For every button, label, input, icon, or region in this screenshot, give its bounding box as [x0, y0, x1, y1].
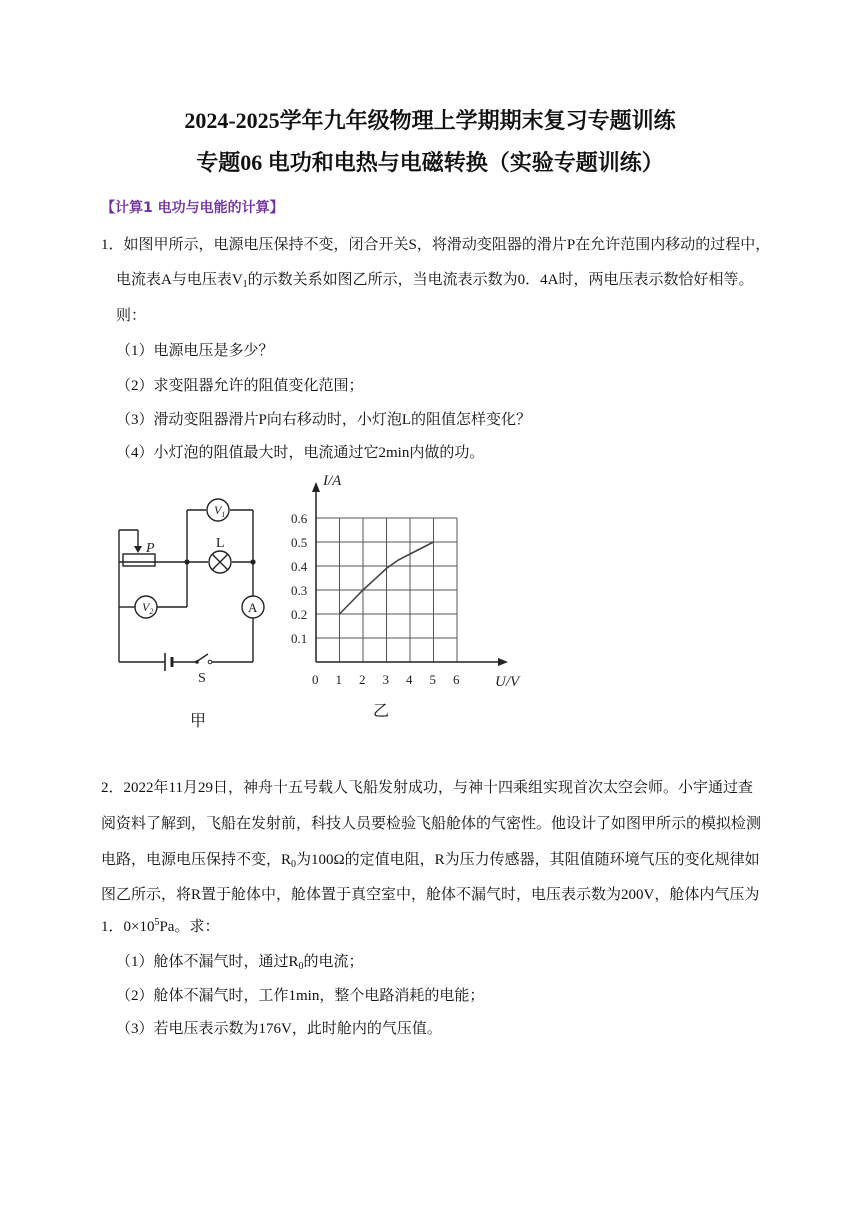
y-tick-label: 0.6	[291, 511, 308, 526]
svg-text:L: L	[216, 536, 225, 551]
x-axis-arrow	[498, 658, 508, 666]
section-heading: 【计算1 电功与电能的计算】	[101, 200, 284, 216]
q2-line5: 1．$0\times 10^5Pa$。求：	[101, 917, 220, 935]
x-tick-label: 1	[335, 672, 342, 687]
x-tick-label: 3	[382, 672, 389, 687]
x-tick-label: 5	[429, 672, 436, 687]
svg-text:P: P	[146, 541, 155, 556]
page-subtitle: 专题06 电功和电热与电磁转换（实验专题训练）	[196, 150, 664, 175]
svg-text:S: S	[198, 671, 206, 686]
svg-text:A: A	[248, 600, 258, 615]
x-tick-label: 4	[406, 672, 413, 687]
y-tick-label: 0.3	[291, 583, 308, 598]
q1-item: （1）电源电压是多少？	[116, 343, 274, 359]
x-tick-label: 0	[312, 672, 319, 687]
svg-text:V1: $V_1$	[214, 503, 226, 519]
q1-line3: 则：	[116, 308, 147, 324]
x-tick-label: 6	[453, 672, 460, 687]
q1-item: （4）小灯泡的阻值最大时，电流通过它2min内做的功。	[116, 445, 485, 461]
y-tick-label: 0.4	[291, 559, 308, 574]
q1-line2: 电流表A与电压表$V_1$的示数关系如图乙所示，当电流表示数为0．4A时，两电压表示数恰好相等。	[116, 272, 754, 290]
q1-line1: 1．如图甲所示，电源电压保持不变，闭合开关S，将滑动变阻器的滑片P在允许范围内移动的过程中，	[101, 237, 771, 253]
page-title: 2024-2025学年九年级物理上学期期末复习专题训练	[184, 108, 676, 133]
q1-item: （3）滑动变阻器滑片P向右移动时，小灯泡L的阻值怎样变化？	[116, 412, 532, 428]
q2-line2: 阅资料了解到，飞船在发射前，科技人员要检验飞船舱体的气密性。他设计了如图甲所示的模拟检测	[101, 816, 762, 832]
q2-line3: 电路，电源电压保持不变，$R_0$为100Ω的定值电阻，R为压力传感器，其阻值随环境气压的变化规律如	[101, 852, 760, 870]
chart-caption: 乙	[373, 701, 390, 720]
y-tick-label: 0.1	[291, 631, 308, 646]
q1-item: （2）求变阻器允许的阻值变化范围；	[116, 378, 364, 394]
q2-item: （2）舱体不漏气时，工作1min，整个电路消耗的电能；	[116, 988, 485, 1004]
y-tick-label: 0.2	[291, 607, 308, 622]
svg-text:V2: $V_2$	[142, 600, 154, 616]
q2-item: （3）若电压表示数为176V，此时舱内的气压值。	[116, 1021, 442, 1037]
y-tick-label: 0.5	[291, 535, 308, 550]
y-axis-arrow	[312, 482, 320, 492]
q2-line4: 图乙所示，将R置于舱体中，舱体置于真空室中，舱体不漏气时，电压表示数为200V，舱体内气压为	[101, 887, 760, 903]
q2-item: （1）舱体不漏气时，通过$R_0$的电流；	[116, 954, 364, 972]
y-axis-label: I/A	[323, 473, 342, 489]
circuit-caption: 甲	[190, 711, 207, 730]
x-tick-label: 2	[359, 672, 366, 687]
q2-line1: 2．2022年11月29日，神舟十五号载人飞船发射成功，与神十四乘组实现首次太空会师。小宇通过查	[101, 780, 753, 796]
x-axis-label: U/V	[495, 674, 520, 690]
